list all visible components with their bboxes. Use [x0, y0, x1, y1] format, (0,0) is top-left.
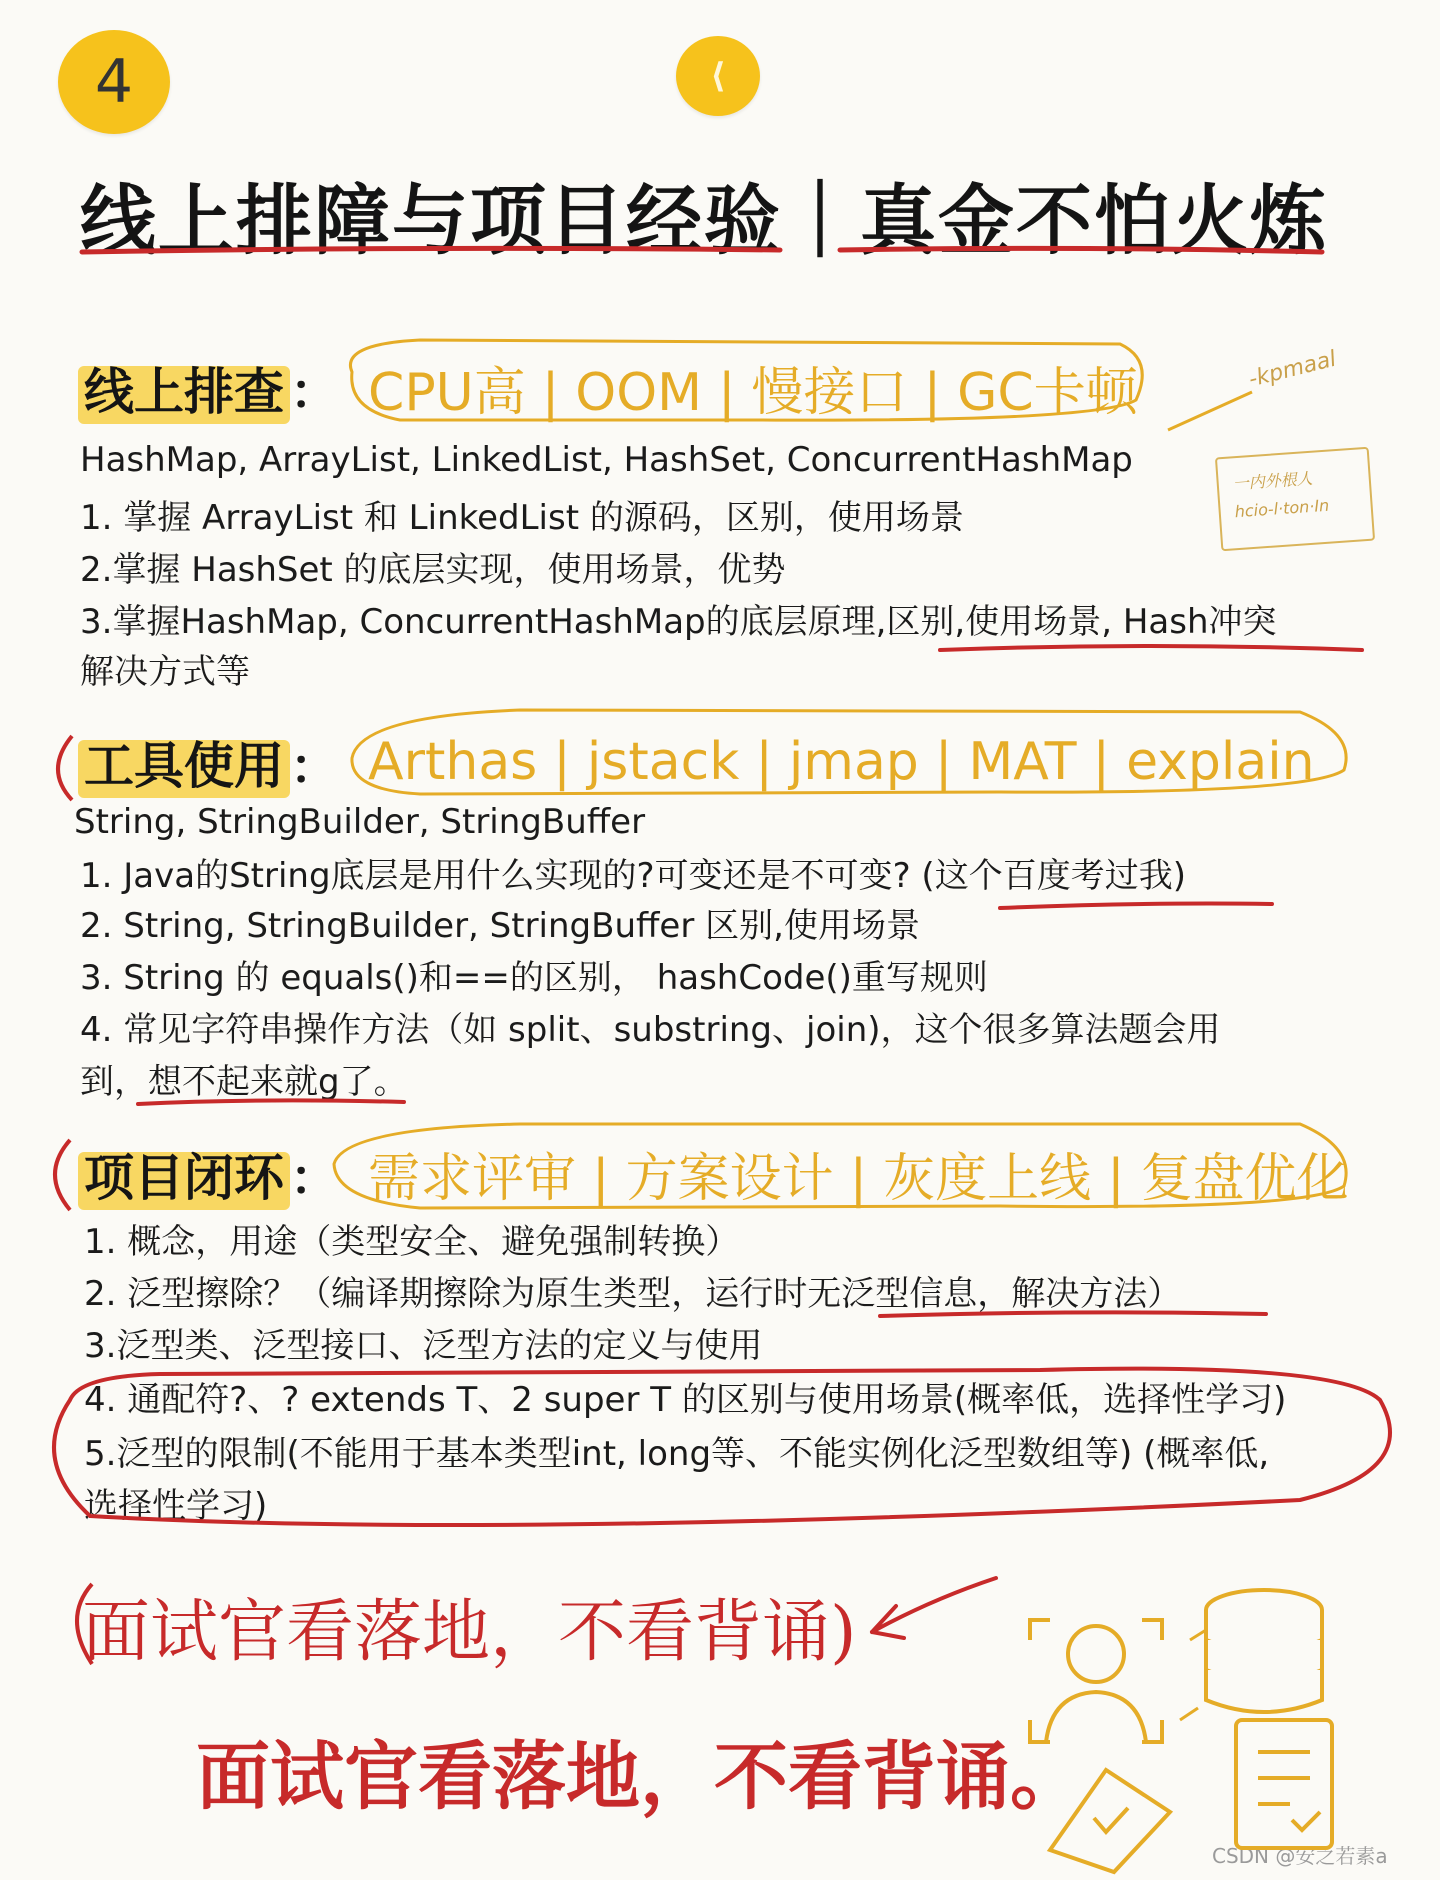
- tag-list: CPU高 | OOM | 慢接口 | GC卡顿: [368, 363, 1138, 423]
- body-line: 5.泛型的限制(不能用于基本类型int, long等、不能实例化泛型数组等) (概率低,: [84, 1434, 1270, 1474]
- watermark: CSDN @安之若素a: [1212, 1844, 1388, 1868]
- connector-arrow: [1190, 1630, 1206, 1640]
- body-line: 3. String 的 equals()和==的区别， hashCode()重写规则: [80, 958, 988, 998]
- section-bracket: [55, 1140, 70, 1210]
- tag: 方案设计: [625, 1149, 834, 1209]
- section-header-project: [78, 1136, 1349, 1211]
- body-line: 2. String, StringBuilder, StringBuffer 区别,使用场景: [80, 906, 920, 946]
- body-line: String, StringBuilder, StringBuffer: [74, 802, 646, 842]
- side-note-card: [1215, 447, 1375, 552]
- body-line: HashMap, ArrayList, LinkedList, HashSet, ConcurrentHashMap: [80, 440, 1133, 480]
- section-header-tools: [78, 726, 1315, 798]
- back-arrow-icon: ⟨: [710, 56, 726, 96]
- tag: Arthas: [368, 732, 538, 792]
- tag: 复盘优化: [1140, 1149, 1349, 1209]
- section-colon: ：: [290, 1150, 339, 1206]
- slogan-primary: 面试官看落地，不看背诵): [82, 1593, 857, 1672]
- slogan-arrowhead: [872, 1606, 904, 1638]
- tag: jstack: [586, 732, 740, 792]
- section-number-badge: [58, 30, 170, 134]
- section-label: 工具使用: [78, 726, 290, 798]
- body-line: 1. Java的String底层是用什么实现的?可变还是不可变? (这个百度考过我): [80, 856, 1186, 896]
- body-line: 1. 概念，用途（类型安全、避免强制转换）: [84, 1222, 740, 1262]
- body-line: 2. 泛型擦除？（编译期擦除为原生类型，运行时无泛型信息，解决方法）: [84, 1274, 1182, 1314]
- text-underline: [1000, 904, 1272, 909]
- body-line: 1. 掌握 ArrayList 和 LinkedList 的源码，区别，使用场景: [80, 498, 964, 538]
- text-underline: [940, 646, 1362, 650]
- tag: explain: [1126, 732, 1315, 792]
- back-button[interactable]: [676, 36, 760, 116]
- slogan-secondary: 面试官看落地，不看背诵。: [196, 1734, 1084, 1820]
- section-colon: ：: [290, 738, 339, 795]
- tag: 慢接口: [751, 363, 908, 423]
- body-line: 4. 通配符?、? extends T、2 super T 的区别与使用场景(概率低，选择性学习): [84, 1380, 1287, 1420]
- tag: 需求评审: [368, 1149, 577, 1209]
- body-line: 3.泛型类、泛型接口、泛型方法的定义与使用: [84, 1326, 763, 1366]
- body-line: 选择性学习): [84, 1486, 268, 1526]
- tag: OOM: [575, 363, 703, 423]
- note-arrow-line: [1168, 392, 1252, 430]
- section-label: 项目闭环: [78, 1138, 290, 1210]
- tag: GC卡顿: [957, 363, 1138, 423]
- body-line: 解决方式等: [80, 652, 250, 692]
- section-label: 线上排查: [78, 352, 290, 424]
- section-colon: ：: [290, 364, 339, 420]
- body-line: 到，想不起来就g了。: [80, 1062, 408, 1102]
- tag: jmap: [788, 732, 919, 792]
- tag-list: Arthas | jstack | jmap | MAT | explain: [368, 732, 1315, 792]
- document-icon: [1236, 1720, 1332, 1848]
- slogan-arrow: [872, 1578, 996, 1632]
- tag: 灰度上线: [883, 1149, 1092, 1209]
- side-note-line: hcio-l·ton·In: [1234, 495, 1330, 522]
- tag: MAT: [968, 732, 1077, 792]
- side-note-scribble: -kpmaal: [1246, 346, 1339, 393]
- coin-stack-icon: [1206, 1590, 1322, 1712]
- page-title: 线上排障与项目经验｜真金不怕火炼: [80, 176, 1328, 265]
- body-line: 2.掌握 HashSet 的底层实现，使用场景，优势: [80, 550, 786, 590]
- body-line: 4. 常见字符串操作方法（如 split、substring、join)，这个很多算法题会用: [80, 1010, 1221, 1050]
- side-note-line: 一内外根人: [1232, 468, 1314, 494]
- section-bracket: [58, 736, 72, 800]
- body-line: 3.掌握HashMap, ConcurrentHashMap的底层原理,区别,使用场景, Hash冲突: [80, 602, 1277, 642]
- section-number: 4: [94, 47, 134, 117]
- tag: CPU高: [368, 363, 526, 423]
- tag-list: 需求评审 | 方案设计 | 灰度上线 | 复盘优化: [368, 1149, 1349, 1209]
- connector-arrow: [1180, 1708, 1198, 1720]
- section-header-troubleshoot: [78, 350, 1138, 425]
